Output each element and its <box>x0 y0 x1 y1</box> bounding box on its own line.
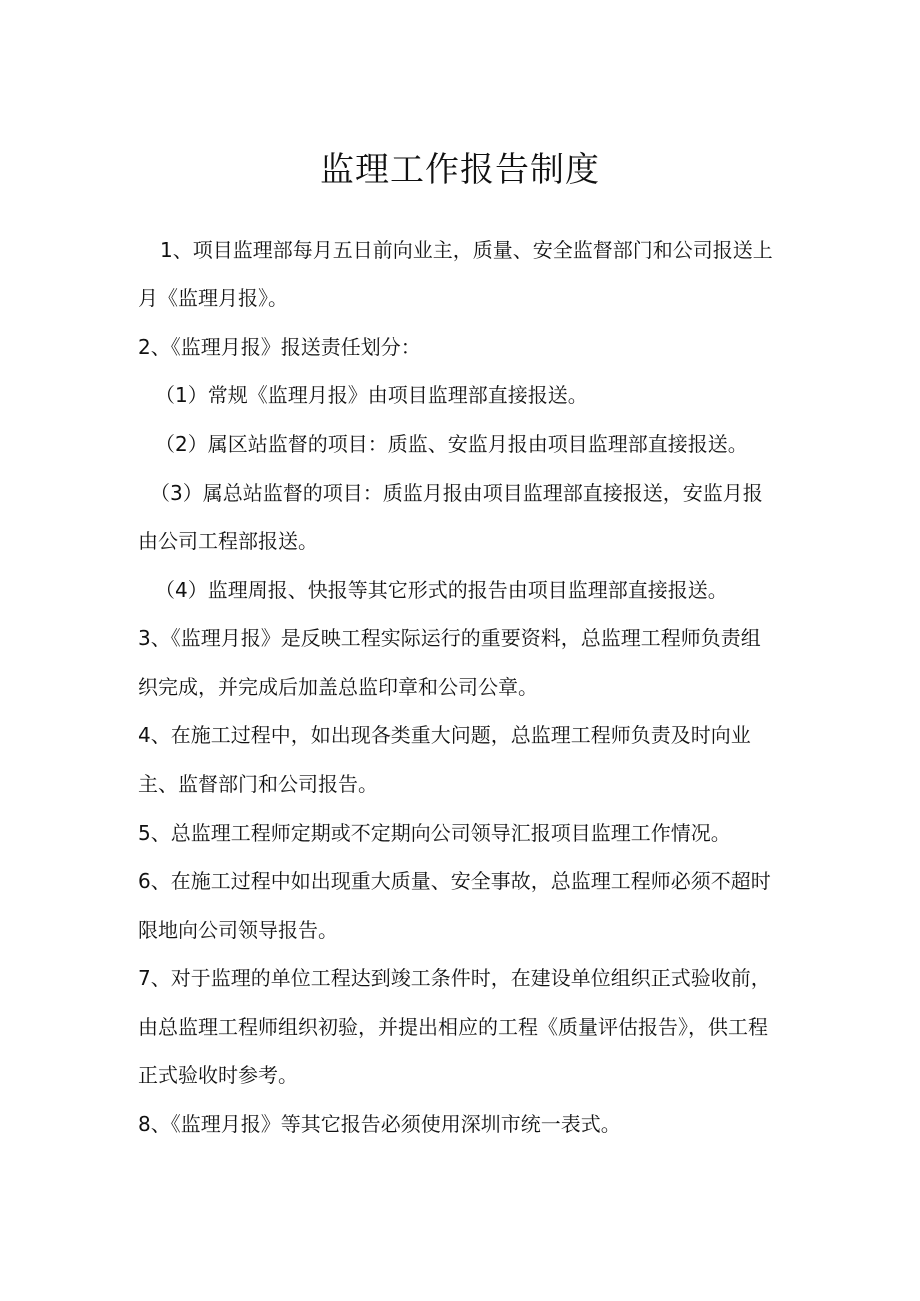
sub-item-1-line-1: （1）常规《监理月报》由项目监理部直接报送。 <box>155 383 588 407</box>
item-3-line-2: 织完成，并完成后加盖总监印章和公司公章。 <box>138 675 538 699</box>
document-title: 监理工作报告制度 <box>320 150 600 190</box>
item-1-line-1: 1、项目监理部每月五日前向业主，质量、安全监督部门和公司报送上 <box>160 238 773 262</box>
item-7-line-2: 由总监理工程师组织初验，并提出相应的工程《质量评估报告》，供工程 <box>138 1015 768 1039</box>
item-3-line-1: 3、《监理月报》是反映工程实际运行的重要资料，总监理工程师负责组 <box>138 626 761 650</box>
sub-item-3-line-2: 由公司工程部报送。 <box>138 529 318 553</box>
item-4-line-2: 主、监督部门和公司报告。 <box>138 772 378 796</box>
item-2-line-1: 2、《监理月报》报送责任划分： <box>138 335 421 359</box>
sub-item-3-line-1: （3）属总站监督的项目：质监月报由项目监理部直接报送，安监月报 <box>150 481 763 505</box>
item-6-line-2: 限地向公司领导报告。 <box>138 918 338 942</box>
item-1-line-2: 月《监理月报》。 <box>138 286 288 310</box>
sub-item-4-line-1: （4）监理周报、快报等其它形式的报告由项目监理部直接报送。 <box>155 578 728 602</box>
item-8-line-1: 8、《监理月报》等其它报告必须使用深圳市统一表式。 <box>138 1112 621 1136</box>
item-7-line-1: 7、对于监理的单位工程达到竣工条件时，在建设单位组织正式验收前， <box>138 966 771 990</box>
item-6-line-1: 6、在施工过程中如出现重大质量、安全事故，总监理工程师必须不超时 <box>138 869 771 893</box>
item-7-line-3: 正式验收时参考。 <box>138 1063 298 1087</box>
item-5-line-1: 5、总监理工程师定期或不定期向公司领导汇报项目监理工作情况。 <box>138 821 731 845</box>
item-4-line-1: 4、在施工过程中，如出现各类重大问题，总监理工程师负责及时向业 <box>138 723 751 747</box>
sub-item-2-line-1: （2）属区站监督的项目：质监、安监月报由项目监理部直接报送。 <box>155 432 748 456</box>
